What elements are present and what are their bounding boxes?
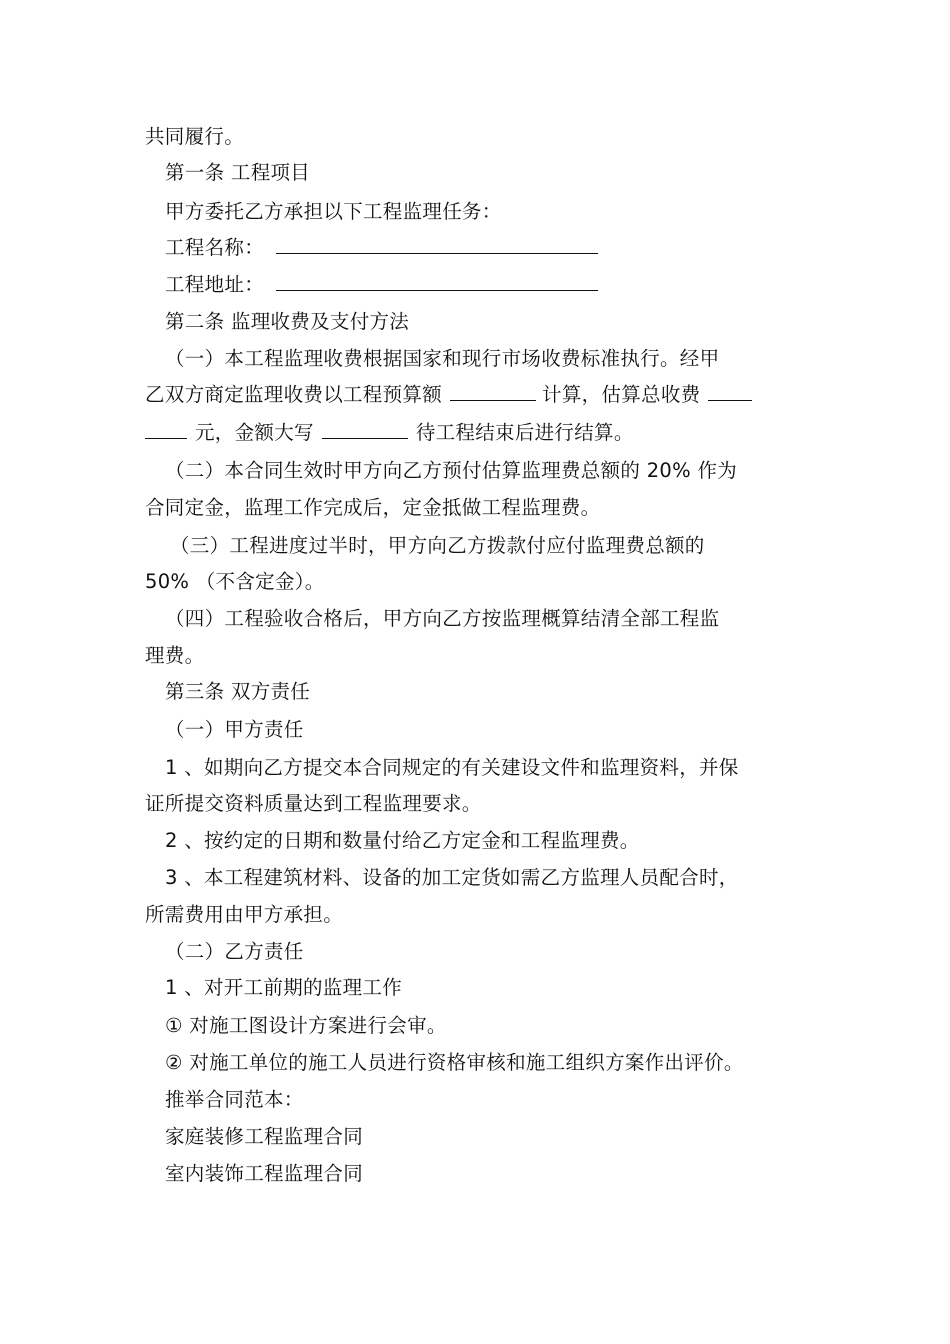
fee-row [145, 380, 752, 410]
fee-text-b: 待工程结束后进行结算。 [415, 421, 634, 444]
total-fee-blank-start [708, 380, 752, 401]
paragraph-line: 1 、对开工前期的监理工作 [165, 976, 403, 999]
paragraph-line: 2 、按约定的日期和数量付给乙方定金和工程监理费。 [165, 829, 640, 852]
paragraph-line: ① 对施工图设计方案进行会审。 [165, 1014, 447, 1037]
paragraph-line: （四）工程验收合格后，甲方向乙方按监理概算结清全部工程监 [165, 607, 720, 630]
paragraph-line: 理费。 [145, 644, 205, 667]
paragraph-line: 1 、如期向乙方提交本合同规定的有关建设文件和监理资料，并保 [165, 756, 739, 779]
budget-blank [450, 380, 536, 401]
paragraph-line: 推举合同范本： [165, 1088, 304, 1111]
fee-text-a: 乙双方商定监理收费以工程预算额 [145, 383, 443, 406]
fee-text-a: 元，金额大写 [195, 421, 314, 444]
fee-row [145, 418, 634, 448]
paragraph-line: 共同履行。 [145, 125, 245, 148]
project-name-label: 工程名称： [165, 236, 265, 259]
total-fee-blank-end [145, 418, 187, 439]
project-address-label: 工程地址： [165, 273, 265, 296]
related-link[interactable]: 家庭装修工程监理合同 [165, 1125, 364, 1148]
paragraph-line: 所需费用由甲方承担。 [145, 903, 344, 926]
related-link[interactable]: 室内装饰工程监理合同 [165, 1162, 364, 1185]
paragraph-line: （三）工程进度过半时，甲方向乙方拨款付应付监理费总额的 [170, 534, 705, 557]
article-heading: 第二条 监理收费及支付方法 [165, 310, 410, 333]
paragraph-line: （二）本合同生效时甲方向乙方预付估算监理费总额的 20% 作为 [165, 459, 738, 482]
paragraph-line: 证所提交资料质量达到工程监理要求。 [145, 792, 482, 815]
paragraph-line: 3 、本工程建筑材料、设备的加工定货如需乙方监理人员配合时， [165, 866, 739, 889]
fee-text-b: 计算，估算总收费 [542, 383, 701, 406]
project-name-blank [276, 233, 598, 254]
paragraph-line: 甲方委托乙方承担以下工程监理任务： [165, 200, 502, 223]
project-name-row [165, 233, 598, 263]
section-heading: （二）乙方责任 [165, 940, 304, 963]
section-heading: （一）甲方责任 [165, 718, 304, 741]
article-heading: 第一条 工程项目 [165, 161, 311, 184]
project-address-blank [276, 270, 598, 291]
article-heading: 第三条 双方责任 [165, 680, 311, 703]
paragraph-line: （一）本工程监理收费根据国家和现行市场收费标准执行。经甲 [165, 347, 720, 370]
amount-words-blank [322, 418, 408, 439]
paragraph-line: 50% （不含定金）。 [145, 570, 325, 593]
project-address-row [165, 270, 598, 300]
paragraph-line: 合同定金，监理工作完成后，定金抵做工程监理费。 [145, 496, 601, 519]
paragraph-line: ② 对施工单位的施工人员进行资格审核和施工组织方案作出评价。 [165, 1051, 744, 1074]
